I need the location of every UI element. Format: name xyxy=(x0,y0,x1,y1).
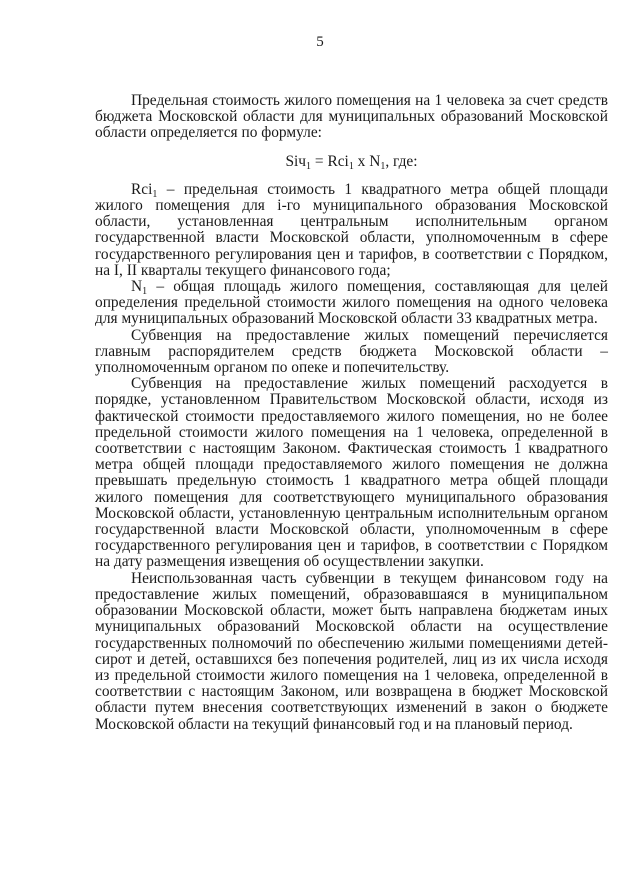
formula-times: x xyxy=(353,152,370,170)
formula-lhs-subscript: 1 xyxy=(306,160,312,172)
paragraph-n-definition xyxy=(95,279,608,328)
rci-definition-text: – предельная стоимость 1 квадратного метра общей площади жилого помещения для i-го муниципального образования Московской области, установленная центральным исполнительным органом государственной власти Московской области, уполномоченным в сфере государственного регулирования цен и тарифов, в соответствии с Порядком, на I, II кварталы текущего финансового года; xyxy=(95,180,608,279)
rci-term-subscript: 1 xyxy=(152,188,158,200)
paragraph-unused-subvention: Неиспользованная часть субвенции в текущем финансовом году на предоставление жилых помещений, образовавшаяся в муниципальном образовании Московской области, может быть направлена бюджетам иных муниципальных образований Московской области на осуществление государственных полномочий по обеспечению жилыми помещениями детей-сирот и детей, оставшихся без попечения родителей, лиц из их числа исходя из предельной стоимости жилого помещения на 1 человека, определенной в соответствии с настоящим Законом, или возвращена в бюджет Московской области путем внесения соответствующих изменений в закон о бюджете Московской области на текущий финансовый год и на плановый период. xyxy=(95,569,608,733)
rci-term: Rci xyxy=(131,180,153,198)
formula-rci-subscript: 1 xyxy=(348,160,354,172)
document-body xyxy=(95,93,608,733)
n-definition-text: – общая площадь жилого помещения, составляющая для целей определения предельной стоимости жилого помещения на одного человека для муниципальных образований Московской области 33 квадратных метра. xyxy=(95,278,608,328)
n-term-subscript: 1 xyxy=(142,286,148,298)
formula xyxy=(95,154,608,170)
page-number: 5 xyxy=(316,34,324,50)
formula-equals: = xyxy=(311,152,328,170)
formula-rci: Rci xyxy=(327,152,349,170)
paragraph-formula-intro: Предельная стоимость жилого помещения на 1 человека за счет средств бюджета Московской области для муниципальных образований Московской области определяется по формуле: xyxy=(95,92,608,142)
paragraph-subvention-transfer: Субвенция на предоставление жилых помещений перечисляется главным распорядителем средств бюджета Московской области – уполномоченным органом по опеке и попечительству. xyxy=(95,326,608,377)
formula-tail: , где: xyxy=(385,152,418,170)
n-term: N xyxy=(131,278,143,296)
paragraph-rci-definition xyxy=(95,182,608,279)
formula-n-subscript: 1 xyxy=(380,160,386,172)
paragraph-subvention-spending: Субвенция на предоставление жилых помещений расходуется в порядке, установленном Правительством Московской области, исходя из фактической стоимости предоставляемого жилого помещения, но не более предельной стоимости жилого помещения на 1 человека, определенной в соответствии с настоящим Законом. Фактическая стоимость 1 квадратного метра общей площади предоставляемого жилого помещения не должна превышать предельную стоимость 1 квадратного метра общей площади жилого помещения для соответствующего муниципального образования Московской области, установленную центральным исполнительным органом государственной власти Московской области, уполномоченным в сфере государственного регулирования цен и тарифов, в соответствии с Порядком на дату размещения извещения об осуществлении закупки. xyxy=(95,375,608,571)
formula-n: N xyxy=(369,152,381,170)
formula-lhs: Siч xyxy=(285,152,307,170)
